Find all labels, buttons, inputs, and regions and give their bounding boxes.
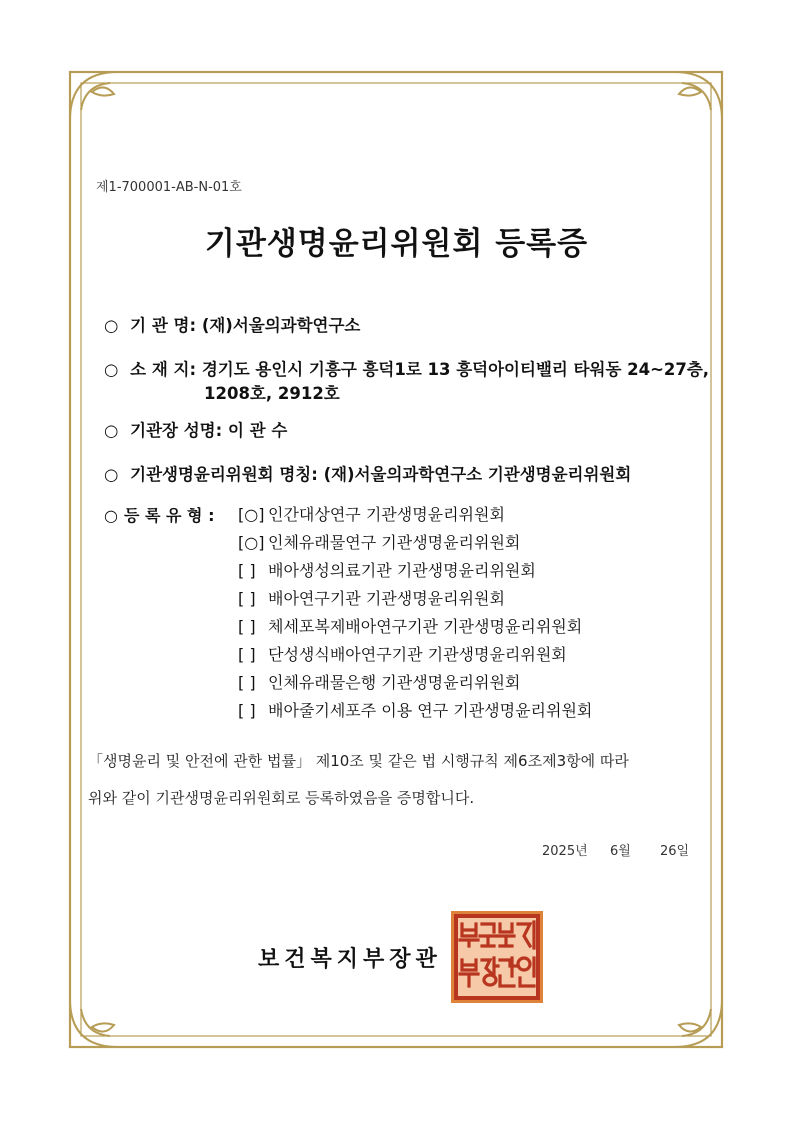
address-line1: 경기도 용인시 기흥구 흥덕1로 13 흥덕아이티밸리 타워동 24~27층, xyxy=(201,360,710,379)
checkbox-mark: [○] xyxy=(238,505,265,524)
law-text-line1: 「생명윤리 및 안전에 관한 법률」 제10조 및 같은 법 시행규칙 제6조제3항에 따라 xyxy=(88,752,629,770)
list-item xyxy=(238,587,505,615)
type-label: 배아줄기세포주 이용 연구 기관생명윤리위원회 xyxy=(268,701,593,720)
checkbox-mark: [ ] xyxy=(238,561,256,580)
type-label: 체세포복제배아연구기관 기관생명윤리위원회 xyxy=(268,617,583,636)
registration-types-label: ○ 등 록 유 형 : xyxy=(104,506,215,525)
type-label: 인간대상연구 기관생명윤리위원회 xyxy=(268,505,505,524)
type-label: 인체유래물연구 기관생명윤리위원회 xyxy=(268,533,521,552)
checkbox-mark: [ ] xyxy=(238,701,256,720)
type-label: 인체유래물은행 기관생명윤리위원회 xyxy=(268,673,521,692)
list-item xyxy=(238,531,520,559)
head-row xyxy=(104,417,287,441)
list-item xyxy=(238,615,582,643)
checkbox-mark: [ ] xyxy=(238,673,256,692)
type-label: 배아생성의료기관 기관생명윤리위원회 xyxy=(268,561,536,580)
committee-label: 기관생명윤리위원회 명칭: xyxy=(130,465,318,484)
official-seal-icon xyxy=(450,910,544,1004)
list-item xyxy=(238,699,592,727)
list-item xyxy=(238,671,520,699)
bullet-circle: ○ xyxy=(104,465,119,484)
document-number: 제1-700001-AB-N-01호 xyxy=(96,180,242,195)
bullet-circle: ○ xyxy=(104,506,118,525)
list-item xyxy=(238,559,536,587)
address-row xyxy=(104,356,709,380)
list-item xyxy=(238,643,567,671)
bullet-circle: ○ xyxy=(104,421,119,440)
bullet-circle: ○ xyxy=(104,316,119,335)
address-line2: 1208호, 2912호 xyxy=(204,384,340,403)
law-text-line2: 위와 같이 기관생명윤리위원회로 등록하였음을 증명합니다. xyxy=(88,789,475,807)
address-label: 소 재 지: xyxy=(130,360,197,379)
type-label: 배아연구기관 기관생명윤리위원회 xyxy=(268,589,505,608)
checkbox-mark: [○] xyxy=(238,533,265,552)
page-title: 기관생명윤리위원회 등록증 xyxy=(204,226,589,262)
committee-row xyxy=(104,461,631,485)
issuer-name: 보건복지부장관 xyxy=(258,947,442,972)
date-year: 2025년 xyxy=(542,844,588,859)
checkbox-mark: [ ] xyxy=(238,617,256,636)
head-label: 기관장 성명: xyxy=(130,421,223,440)
committee-value: (재)서울의과학연구소 기관생명윤리위원회 xyxy=(323,465,632,484)
checkbox-mark: [ ] xyxy=(238,589,256,608)
date-day: 26일 xyxy=(660,844,690,859)
list-item xyxy=(238,503,505,531)
bullet-circle: ○ xyxy=(104,360,119,379)
institution-label: 기 관 명: xyxy=(130,316,197,335)
institution-row xyxy=(104,312,360,336)
head-value: 이 관 수 xyxy=(227,421,288,440)
checkbox-mark: [ ] xyxy=(238,645,256,664)
date-month: 6월 xyxy=(610,844,631,859)
institution-value: (재)서울의과학연구소 xyxy=(201,316,361,335)
type-label: 단성생식배아연구기관 기관생명윤리위원회 xyxy=(268,645,567,664)
